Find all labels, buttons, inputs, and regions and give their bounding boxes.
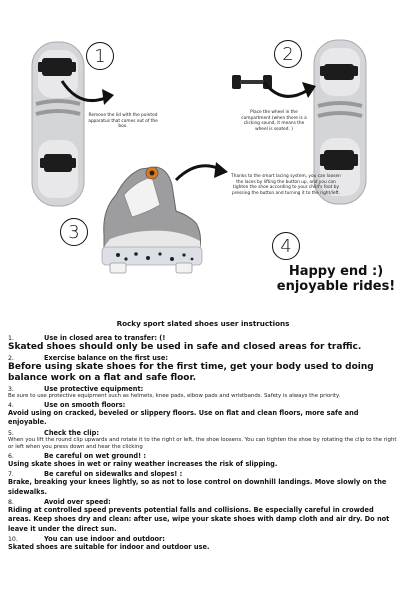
step3-arrow-icon (170, 150, 230, 190)
instruction-heading: Use protective equipment: (44, 385, 144, 393)
instruction-number: 10. (8, 536, 18, 544)
instruction-body: Riding at controlled speed prevents potential falls and collisions. Be especially careful in crowded areas. Keep shoes dry and clean: after use, wipe your skate shoes with damp cloth and air dry. Do not leave it under the direct sun. (8, 506, 390, 533)
back-wheel-icon (320, 150, 358, 170)
happy-line-2: enjoyable rides! (276, 279, 396, 294)
happy-end-text (272, 264, 400, 294)
instruction-body: Using skate shoes in wet or rainy weather increases the risk of slipping. (8, 459, 278, 468)
instruction-body: Skated shoes are suitable for indoor and outdoor use. (8, 543, 210, 552)
instructions-section (8, 319, 398, 554)
instruction-body: Avoid using on cracked, beveled or slippery floors. Use on flat and clean floors, more safe and enjoyable. (8, 409, 359, 427)
step3-number: 3 (60, 218, 88, 246)
instruction-number: 7. (8, 471, 14, 479)
instruction-heading: Exercise balance on the first use: (44, 354, 168, 362)
instruction-heading: Be careful on sidewalks and slopes! : (44, 470, 183, 479)
front-wheel-icon (320, 64, 358, 80)
instruction-number: 4. (8, 402, 14, 409)
instruction-number: 8. (8, 499, 14, 507)
happy-line-1: Happy end :) (288, 264, 384, 279)
instructions-title: Rocky sport slated shoes user instructions (116, 319, 290, 328)
instruction-heading-row (8, 452, 398, 460)
instruction-heading-row (8, 354, 398, 362)
step2-caption: Place the wheel in the compartment (when there is a clicking sound, it means the wheel is seated. ) (241, 110, 307, 132)
step2-number: 2 (274, 40, 302, 68)
step4-number: 4 (272, 232, 300, 260)
instruction-heading: Be careful on wet ground! : (44, 451, 147, 460)
instruction-body: Before using skate shoes for the first time, get your body used to doing balance work on a flat and safe floor. (8, 362, 374, 383)
instruction-heading: Use on smooth floors: (44, 401, 126, 409)
instruction-heading-row (8, 498, 398, 506)
step1-illustration (28, 40, 88, 210)
instruction-heading-row (8, 535, 398, 543)
instruction-heading: Check the clip: (44, 428, 99, 437)
instruction-number: 1. (8, 335, 14, 342)
instruction-body: When you lift the round clip upwards and rotate it to the right or left, the shoe loosens. You can tighten the shoe by rotating the clip to the right or left when you press down and hear the clicking (8, 436, 397, 450)
instruction-number: 5. (8, 429, 14, 437)
step1-number: 1 (86, 42, 114, 70)
instruction-heading: You can use indoor and outdoor: (44, 535, 165, 544)
instruction-heading-row (8, 385, 398, 393)
instruction-number: 3. (8, 386, 14, 393)
instruction-number: 2. (8, 355, 14, 362)
back-wheel-icon (40, 154, 76, 172)
instruction-heading-row (8, 334, 398, 342)
instruction-heading-row (8, 429, 398, 437)
instruction-heading-row (8, 401, 398, 409)
instruction-body: Skated shoes should only be used in safe and closed areas for traffic. (8, 342, 362, 352)
instruction-heading: Use in closed area to transfer: (! (44, 334, 166, 342)
step2-arrow-icon (262, 74, 322, 114)
instruction-number: 6. (8, 452, 14, 460)
step1-arrow-icon (60, 75, 120, 115)
step3-caption: Thanks to the smart lacing system, you can loosen the laces by lifting the button up, and you can tighten the shoe according to your child's foot by pressing the button and turning it to the right/left. (231, 174, 341, 196)
instruction-heading: Avoid over speed: (44, 498, 111, 507)
instruction-body: Be sure to use protective equipment such as helmets, knee pads, elbow pads and wristbands. Safety is always the priority. (8, 393, 341, 399)
step1-caption: Remove the lid with the pointed apparatus that comes out of the box. (88, 113, 158, 129)
instruction-heading-row (8, 470, 398, 478)
front-wheel-icon (38, 58, 76, 76)
instruction-body: Brake, breaking your knees lightly, so as not to lose control on downhill landings. Move slowly on the sidewalks. (8, 478, 387, 496)
